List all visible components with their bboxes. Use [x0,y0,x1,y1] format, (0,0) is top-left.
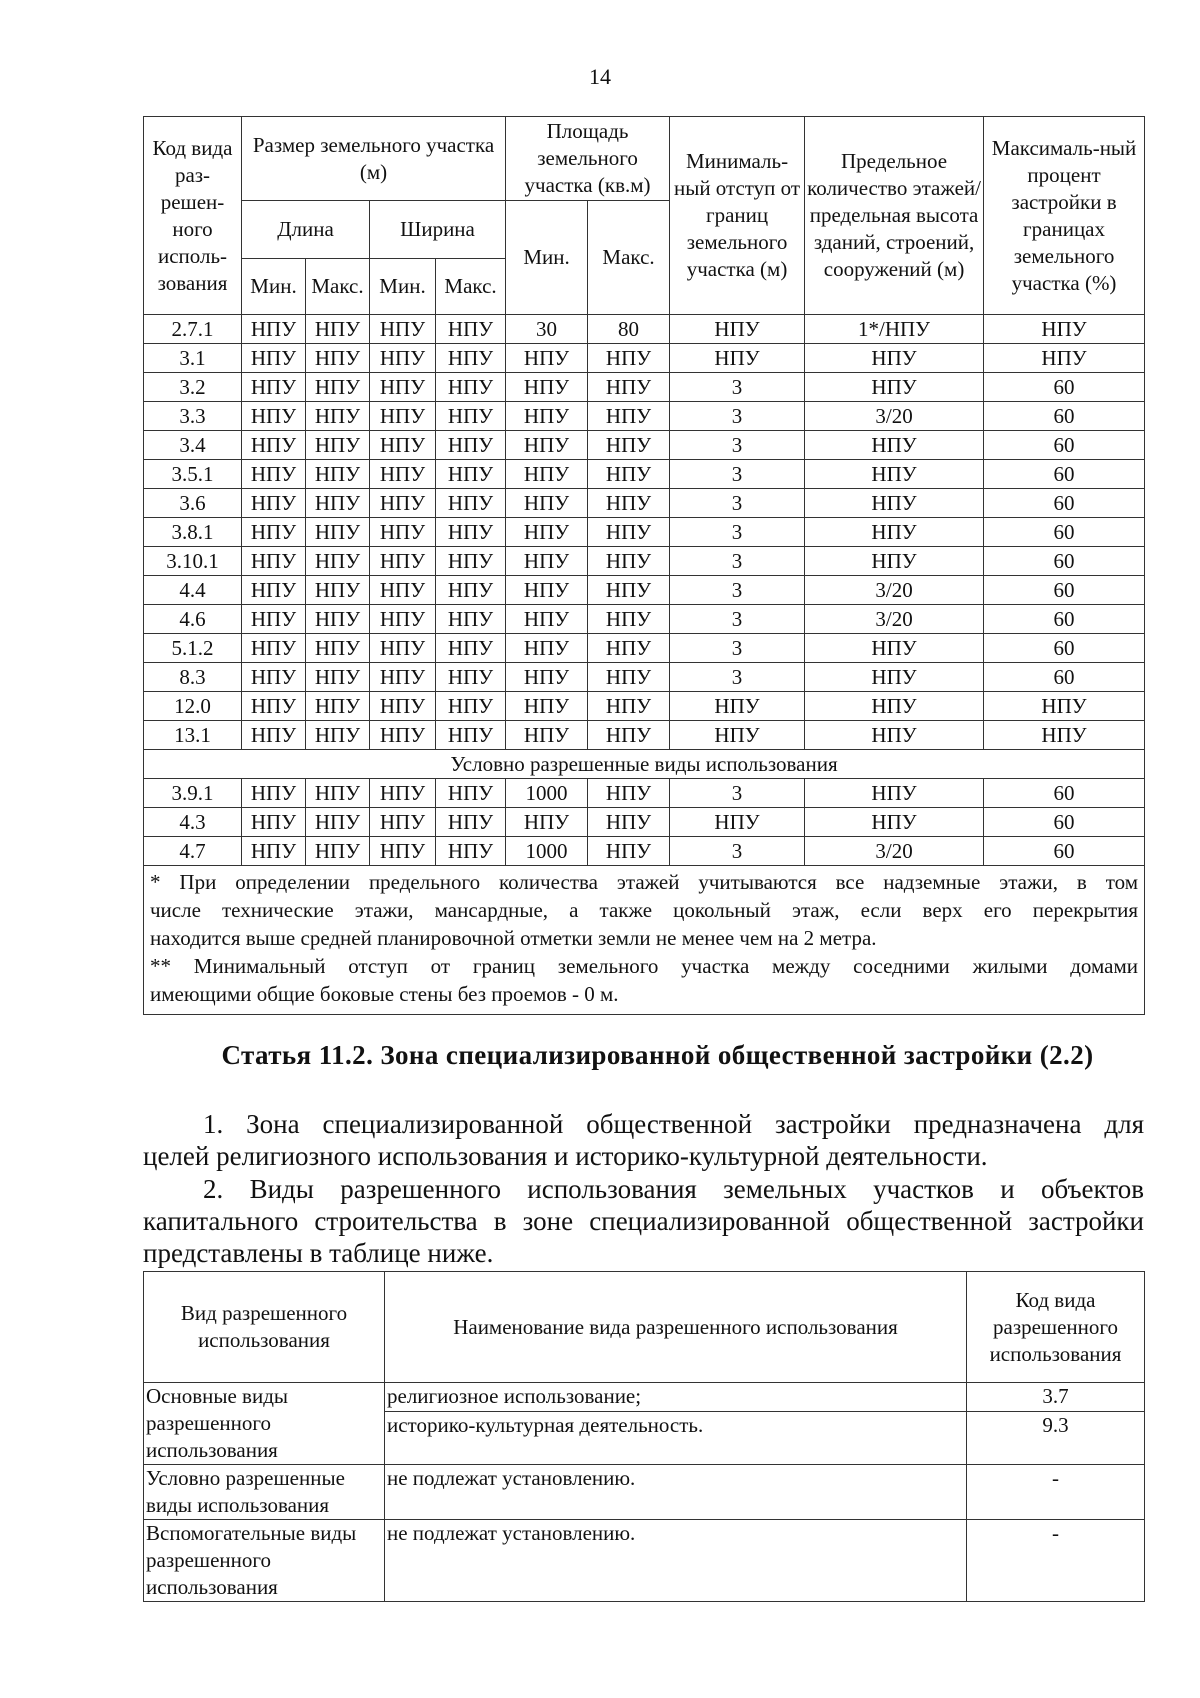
table-cell: НПУ [506,576,588,605]
table-row [144,1383,1145,1412]
table-cell: 3.4 [144,431,242,460]
header-width-min: Мин. [370,259,436,315]
table-row [144,576,1145,605]
table-cell: НПУ [242,344,306,373]
table-cell: 3.8.1 [144,518,242,547]
table-cell: НПУ [588,431,670,460]
header-floors: Предельное количество этажей/ предельная высота зданий, строений, сооружений (м) [805,117,984,315]
table-cell: НПУ [506,489,588,518]
table-cell: 3.6 [144,489,242,518]
table-cell: НПУ [436,344,506,373]
table-cell: НПУ [588,721,670,750]
table-cell: НПУ [370,460,436,489]
header-area: Площадь земельного участка (кв.м) [506,117,670,201]
table-cell: НПУ [805,373,984,402]
table-cell: НПУ [436,315,506,344]
table-cell: 3 [670,605,805,634]
table-cell: 3.9.1 [144,779,242,808]
table-cell: 60 [984,605,1145,634]
table-row [144,431,1145,460]
table-cell: НПУ [242,808,306,837]
table-row [144,460,1145,489]
table-cell: НПУ [436,402,506,431]
table-cell: НПУ [588,779,670,808]
table-cell: НПУ [370,808,436,837]
table-row [144,373,1145,402]
header-width-max: Макс. [436,259,506,315]
table-cell: НПУ [242,402,306,431]
table-cell: НПУ [370,692,436,721]
table-row [144,518,1145,547]
table-cell: НПУ [588,489,670,518]
table-cell: 3 [670,460,805,489]
paragraph-1 [143,1108,1144,1172]
table-cell: НПУ [436,489,506,518]
table-cell: НПУ [370,721,436,750]
table-cell: НПУ [436,721,506,750]
table-cell: НПУ [370,315,436,344]
use-type-cell: Основные виды разрешенного использования [144,1383,385,1465]
table-cell: НПУ [306,547,370,576]
table-cell: 60 [984,460,1145,489]
table-cell: НПУ [984,315,1145,344]
table-cell: НПУ [370,576,436,605]
table-cell: НПУ [306,518,370,547]
table-cell: 1*/НПУ [805,315,984,344]
table-cell: НПУ [984,721,1145,750]
footnote-line: находится выше средней планировочной отметки земли не менее чем на 2 метра. [150,926,877,950]
table-cell: НПУ [306,663,370,692]
paragraph-line: целей религиозного использования и историко-культурной деятельности. [143,1141,988,1171]
table-cell: НПУ [306,634,370,663]
table-cell: 3 [670,373,805,402]
paragraph-line: 2. Виды разрешенного использования земельных участков и объектов [203,1174,1144,1204]
table-cell: НПУ [506,373,588,402]
permitted-uses-table [143,1271,1145,1602]
table-row [144,634,1145,663]
table-row [144,315,1145,344]
table-cell: НПУ [506,402,588,431]
table-cell: НПУ [588,402,670,431]
table-cell: НПУ [370,663,436,692]
use-type-cell: Условно разрешенные виды использования [144,1465,385,1520]
table-cell: НПУ [436,837,506,866]
table-cell: НПУ [306,576,370,605]
use-code-cell: 9.3 [967,1411,1145,1464]
paragraph-line: капитального строительства в зоне специализированной общественной застройки [143,1206,1144,1236]
page-number: 14 [589,64,611,89]
header-length: Длина [242,201,370,259]
table-cell: НПУ [805,547,984,576]
table-cell: 3.2 [144,373,242,402]
table-cell: 1000 [506,779,588,808]
table-cell: НПУ [588,837,670,866]
table-cell: НПУ [370,402,436,431]
table-cell: НПУ [436,373,506,402]
table-cell: НПУ [670,721,805,750]
table-cell: НПУ [242,663,306,692]
table-cell: 30 [506,315,588,344]
table-cell: НПУ [436,576,506,605]
table-cell: НПУ [506,518,588,547]
table-cell: 4.6 [144,605,242,634]
table-cell: 60 [984,489,1145,518]
table-cell: 3.10.1 [144,547,242,576]
conditional-section-label: Условно разрешенные виды использования [144,750,1145,779]
table-cell: НПУ [506,634,588,663]
use-code-cell: 3.7 [967,1383,1145,1412]
table-cell: НПУ [588,808,670,837]
conditional-table-row [144,837,1145,866]
table-row [144,402,1145,431]
table-cell: НПУ [242,547,306,576]
table-cell: НПУ [805,692,984,721]
table-cell: НПУ [670,808,805,837]
table-cell: НПУ [306,431,370,460]
table-cell: 3 [670,489,805,518]
table-cell: НПУ [242,373,306,402]
table-cell: НПУ [670,692,805,721]
table-cell: 4.7 [144,837,242,866]
table-cell: 3/20 [805,576,984,605]
table-cell: НПУ [242,315,306,344]
table-cell: НПУ [242,576,306,605]
table-cell: 60 [984,634,1145,663]
table-cell: 3 [670,518,805,547]
table-cell: НПУ [805,431,984,460]
table-cell: 3.1 [144,344,242,373]
table-cell: НПУ [370,344,436,373]
table-cell: НПУ [805,779,984,808]
table-cell: НПУ [242,634,306,663]
table-cell: НПУ [506,344,588,373]
table-cell: 12.0 [144,692,242,721]
table-cell: НПУ [242,605,306,634]
table-cell: НПУ [306,808,370,837]
table-cell: 60 [984,779,1145,808]
table-cell: 2.7.1 [144,315,242,344]
table-cell: НПУ [306,402,370,431]
table-cell: НПУ [436,692,506,721]
table-cell: 80 [588,315,670,344]
table-cell: 3/20 [805,837,984,866]
table-cell: НПУ [984,344,1145,373]
table-cell: 8.3 [144,663,242,692]
table-cell: НПУ [670,344,805,373]
table-row [144,721,1145,750]
use-name-cell: религиозное использование; [385,1383,967,1412]
table-cell: НПУ [370,373,436,402]
table-cell: 3 [670,547,805,576]
header-length-max: Макс. [306,259,370,315]
table-cell: НПУ [370,634,436,663]
table-cell: 3/20 [805,605,984,634]
header-use-code: Код вида разрешенного использования [967,1272,1145,1383]
table-cell: 13.1 [144,721,242,750]
table-cell: НПУ [436,460,506,489]
table-cell: НПУ [805,808,984,837]
table-cell: НПУ [506,808,588,837]
use-name-cell: не подлежат установлению. [385,1520,967,1602]
table-cell: 60 [984,663,1145,692]
table-cell: 5.1.2 [144,634,242,663]
table-cell: НПУ [306,344,370,373]
table-cell: НПУ [306,460,370,489]
table-cell: НПУ [436,779,506,808]
table-cell: 3 [670,576,805,605]
table-cell: НПУ [588,373,670,402]
use-code-cell: - [967,1465,1145,1520]
table-cell: 60 [984,808,1145,837]
table-cell: НПУ [506,692,588,721]
table-cell: НПУ [306,721,370,750]
footnotes [144,866,1145,1015]
header-use-type: Вид разрешенного использования [144,1272,385,1383]
table-cell: НПУ [242,518,306,547]
table-row [144,1520,1145,1602]
table-cell: НПУ [588,460,670,489]
table-cell: НПУ [588,663,670,692]
table-cell: НПУ [805,721,984,750]
table-cell: НПУ [805,663,984,692]
table-cell: НПУ [436,634,506,663]
restrictions-table [143,116,1145,1015]
header-code: Код вида раз-решен-ного исполь-зования [144,117,242,315]
table-cell: НПУ [506,605,588,634]
table-cell: НПУ [805,344,984,373]
header-percent: Максималь-ный процент застройки в границах земельного участка (%) [984,117,1145,315]
header-offset: Минималь-ный отступ от границ земельного участка (м) [670,117,805,315]
table-cell: НПУ [370,489,436,518]
table-cell: НПУ [242,460,306,489]
table-cell: НПУ [242,431,306,460]
table-row [144,605,1145,634]
table-cell: НПУ [506,431,588,460]
table-cell: НПУ [306,692,370,721]
table-cell: 60 [984,402,1145,431]
table-cell: НПУ [436,547,506,576]
use-type-cell: Вспомогательные виды разрешенного использования [144,1520,385,1602]
header-area-min: Мин. [506,201,588,315]
table-cell: НПУ [306,489,370,518]
use-name-cell: не подлежат установлению. [385,1465,967,1520]
paragraph-line: представлены в таблице ниже. [143,1238,494,1268]
header-use-name: Наименование вида разрешенного использования [385,1272,967,1383]
table-cell: НПУ [588,576,670,605]
table-cell: 3.5.1 [144,460,242,489]
table-cell: НПУ [370,518,436,547]
use-code-cell: - [967,1520,1145,1602]
table-cell: НПУ [306,605,370,634]
table-row [144,489,1145,518]
paragraph-2 [143,1173,1144,1269]
table-cell: НПУ [436,431,506,460]
table-cell: НПУ [306,779,370,808]
table-cell: НПУ [436,605,506,634]
table-cell: 3 [670,634,805,663]
table-cell: 60 [984,373,1145,402]
table-cell: НПУ [588,605,670,634]
table-cell: НПУ [242,779,306,808]
table-cell: НПУ [805,489,984,518]
table-cell: НПУ [370,547,436,576]
table-cell: 4.4 [144,576,242,605]
table-cell: 3 [670,663,805,692]
table-cell: НПУ [242,837,306,866]
table-cell: НПУ [506,460,588,489]
table-cell: НПУ [506,721,588,750]
table-cell: 4.3 [144,808,242,837]
table-cell: НПУ [436,663,506,692]
table-row [144,547,1145,576]
table-cell: НПУ [588,344,670,373]
table-cell: НПУ [984,692,1145,721]
table-cell: 60 [984,518,1145,547]
table-cell: НПУ [588,518,670,547]
table-cell: НПУ [588,634,670,663]
table-cell: НПУ [588,547,670,576]
header-length-min: Мин. [242,259,306,315]
table-cell: НПУ [588,692,670,721]
table-cell: НПУ [805,460,984,489]
header-area-max: Макс. [588,201,670,315]
table-cell: 3.3 [144,402,242,431]
table-cell: НПУ [306,315,370,344]
header-width: Ширина [370,201,506,259]
paragraph-line: 1. Зона специализированной общественной застройки предназначена для [203,1109,1144,1139]
table-cell: НПУ [306,837,370,866]
footnote-line: числе технические этажи, мансардные, а также цокольный этаж, если верх его перекрытия [150,898,1139,922]
conditional-table-row [144,808,1145,837]
table-cell: НПУ [805,634,984,663]
table-cell: 3/20 [805,402,984,431]
table-cell: 3 [670,431,805,460]
conditional-table-row [144,779,1145,808]
table-cell: НПУ [370,431,436,460]
table-row [144,692,1145,721]
footnote-line: имеющими общие боковые стены без проемов - 0 м. [150,982,619,1006]
header-size: Размер земельного участка (м) [242,117,506,201]
table-cell: 3 [670,402,805,431]
table-cell: НПУ [242,692,306,721]
table-cell: НПУ [242,721,306,750]
article-title: Статья 11.2. Зона специализированной общественной застройки (2.2) [221,1040,1094,1070]
table-cell: НПУ [242,489,306,518]
table-cell: 60 [984,576,1145,605]
table-cell: НПУ [436,808,506,837]
table-cell: 60 [984,837,1145,866]
table-row [144,663,1145,692]
table-cell: 3 [670,837,805,866]
footnote-line: * При определении предельного количества этажей учитываются все надземные этажи, в том [150,870,1139,894]
table-cell: НПУ [506,663,588,692]
use-name-cell: историко-культурная деятельность. [385,1411,967,1464]
table-cell: 1000 [506,837,588,866]
table-cell: НПУ [370,605,436,634]
table-cell: НПУ [670,315,805,344]
table-row [144,1465,1145,1520]
table-row [144,344,1145,373]
table-cell: 3 [670,779,805,808]
table-cell: 60 [984,547,1145,576]
table-cell: НПУ [805,518,984,547]
table-cell: НПУ [370,837,436,866]
table-cell: НПУ [506,547,588,576]
table-cell: 60 [984,431,1145,460]
table-cell: НПУ [306,373,370,402]
table-cell: НПУ [370,779,436,808]
table-cell: НПУ [436,518,506,547]
footnote-line: ** Минимальный отступ от границ земельного участка между соседними жилыми домами [150,954,1139,978]
